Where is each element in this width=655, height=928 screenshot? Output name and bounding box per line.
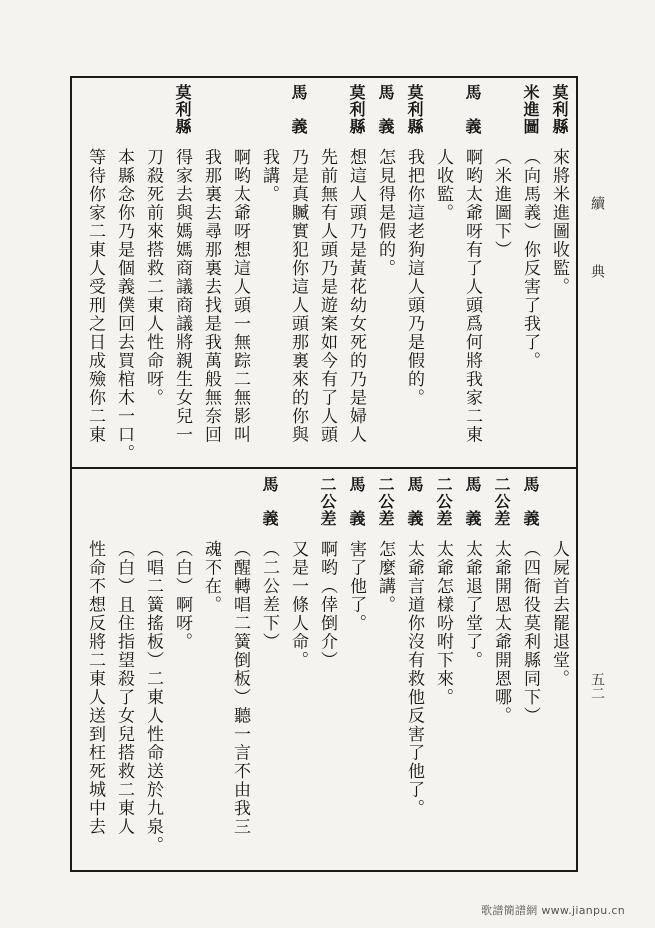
speaker-name: 馬 義: [347, 476, 366, 527]
speaker-name: 二公差: [492, 476, 511, 527]
dialogue-line: （四衙役莫利縣同下）: [520, 540, 540, 725]
speaker-name: 馬 義: [521, 476, 540, 527]
dialogue-line: 我講。: [259, 148, 279, 204]
dialogue-line: 人屍首去罷退堂。: [549, 540, 569, 688]
dialogue-line: 我那裏去尋那裏去找是我萬般無奈回: [201, 148, 221, 444]
dialogue-line: （二公差下）: [259, 540, 279, 651]
dialogue-line: 怎麼講。: [375, 540, 395, 614]
dialogue-line: （醒轉唱二簧倒板）聽一言不由我三: [230, 540, 250, 836]
running-title-1: 續: [589, 196, 605, 210]
dialogue-line: 先前無有人頭乃是遊案如今有了人頭: [317, 148, 337, 444]
dialogue-line: 害了他了。: [346, 540, 366, 633]
dialogue-line: 本縣念你乃是個義僕回去買棺木一口。: [114, 148, 134, 463]
dialogue-line: 啊哟太爺呀有了人頭爲何將我家二東: [462, 148, 482, 444]
dialogue-line: 太爺開恩太爺開恩哪。: [491, 540, 511, 725]
dialogue-line: 太爺言道你沒有救他反害了他了。: [404, 540, 424, 818]
page-number: 五二: [589, 672, 605, 700]
dialogue-line: 太爺退了堂了。: [462, 540, 482, 670]
speaker-name: 馬 義: [376, 84, 395, 135]
dialogue-line: 魂不在。: [201, 540, 221, 614]
dialogue-line: 等待你家二東人受刑之日成殮你二東: [85, 148, 105, 444]
dialogue-line: 得家去與媽媽商議商議將親生女兒一: [172, 148, 192, 444]
dialogue-line: 性命不想反將二東人送到枉死城中去: [85, 540, 105, 836]
speaker-name: 莫利縣: [173, 84, 192, 135]
watermark: 歌譜簡譜網 www.jianpu.cn: [481, 904, 625, 917]
speaker-name: 莫利縣: [550, 84, 569, 135]
dialogue-line: 人收監。: [433, 148, 453, 222]
speaker-name: 莫利縣: [405, 84, 424, 135]
running-title-2: 典: [589, 264, 605, 278]
dialogue-line: （白）且住指望殺了女兒搭救二東人: [114, 540, 134, 836]
speaker-name: 馬 義: [289, 84, 308, 135]
dialogue-line: 太爺怎樣吩咐下來。: [433, 540, 453, 707]
dialogue-line: 啊哟（倖倒介）: [317, 540, 337, 670]
speaker-name: 馬 義: [463, 476, 482, 527]
speaker-name: 二公差: [318, 476, 337, 527]
speaker-name: 二公差: [434, 476, 453, 527]
dialogue-line: 又是一條人命。: [288, 540, 308, 670]
dialogue-line: 怎見得是假的。: [375, 148, 395, 278]
dialogue-line: （向馬義）你反害了我了。: [520, 148, 540, 370]
dialogue-line: 啊哟太爺呀想這人頭一無踪二無影叫: [230, 148, 250, 444]
speaker-name: 二公差: [376, 476, 395, 527]
dialogue-line: 來將米進圖收監。: [549, 148, 569, 296]
dialogue-line: （米進圖下）: [491, 148, 511, 259]
dialogue-line: 刀殺死前來搭救二東人性命呀。: [143, 148, 163, 407]
speaker-name: 馬 義: [260, 476, 279, 527]
section-divider: [70, 467, 578, 469]
dialogue-line: （白）啊呀。: [172, 540, 192, 651]
speaker-name: 馬 義: [405, 476, 424, 527]
speaker-name: 米進圖: [521, 84, 540, 135]
dialogue-line: 想這人頭乃是黃花幼女死的乃是婦人: [346, 148, 366, 444]
speaker-name: 莫利縣: [347, 84, 366, 135]
dialogue-line: 乃是真贓實犯你這人頭那裏來的你與: [288, 148, 308, 444]
speaker-name: 馬 義: [463, 84, 482, 135]
dialogue-line: 我把你這老狗這人頭乃是假的。: [404, 148, 424, 407]
dialogue-line: （唱二簧搖板）二東人性命送於九泉。: [143, 540, 163, 855]
